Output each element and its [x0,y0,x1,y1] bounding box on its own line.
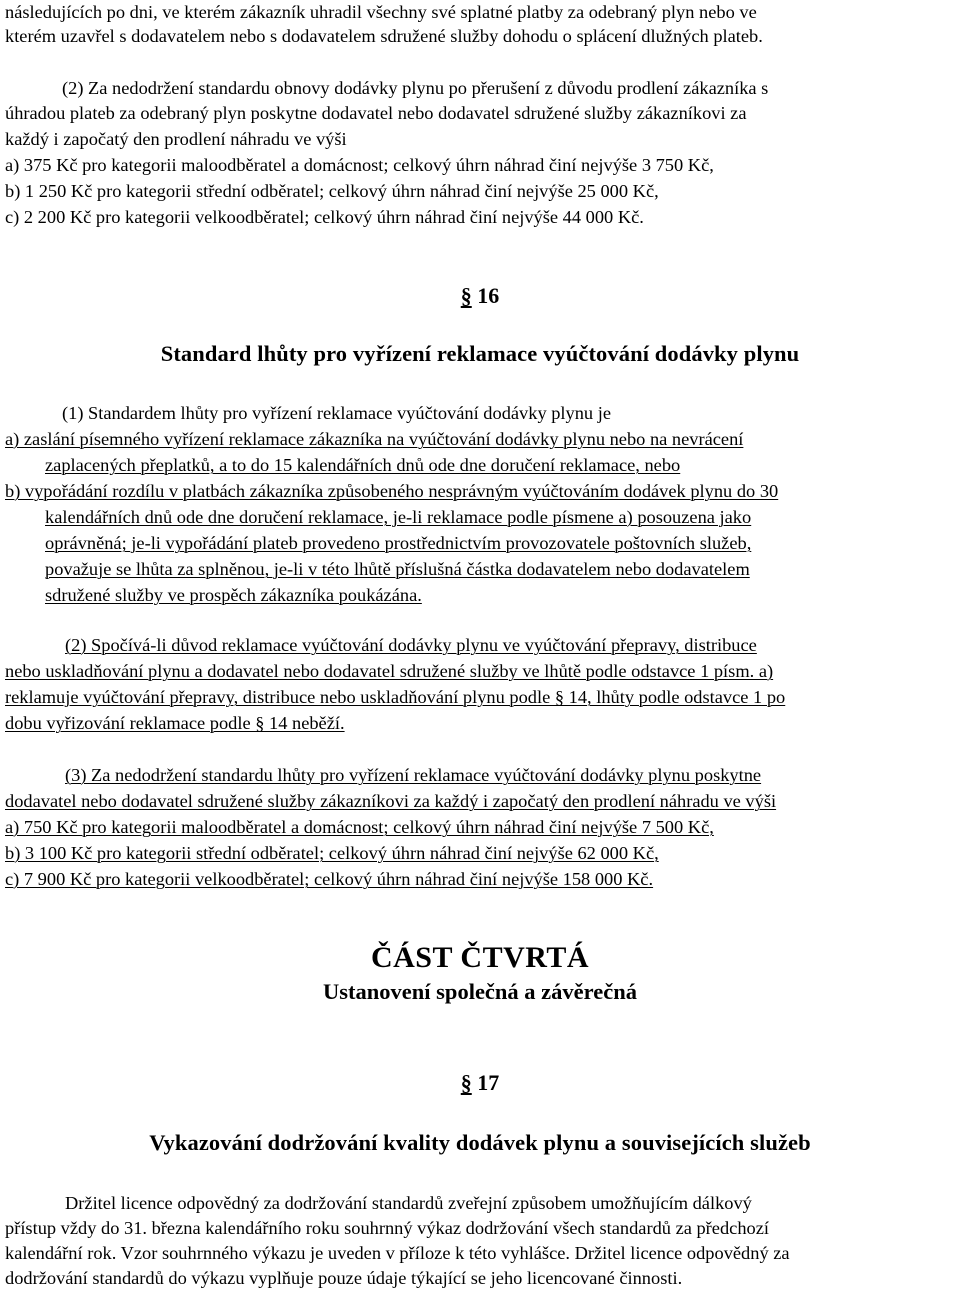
para2-line-3: každý i započatý den prodlení náhradu ve výši [5,129,347,149]
s17-body-line-1: Držitel licence odpovědný za dodržování standardů zveřejní způsobem umožňujícím dálkový [65,1193,752,1213]
s16-para3-item-c: c) 7 900 Kč pro kategorii velkoodběratel; celkový úhrn náhrad činí nejvýše 158 000 Kč. [5,869,654,889]
s16-para2-line-3: reklamuje vyúčtování přepravy, distribuce nebo uskladňování plynu podle § 14, lhůty podle odstavce 1 po [5,687,786,707]
section-17-heading [0,1071,960,1095]
s16-item-b-line-4: považuje se lhůta za splněnou, je-li v této lhůtě příslušná částka dodavatelem nebo dodavatelem [45,559,750,579]
s16-para2-line-4: dobu vyřizování reklamace podle § 14 neběží. [5,713,345,733]
s16-para3-item-a: a) 750 Kč pro kategorii maloodběratel a domácnost; celkový úhrn náhrad činí nejvýše 7 500 Kč, [5,817,714,837]
s16-item-b-line-1: b) vypořádání rozdílu v platbách zákazníka způsobeného nesprávným vyúčtováním dodávek plynu do 30 [5,481,779,501]
s16-item-b-line-2: kalendářních dnů ode dne doručení reklamace, je-li reklamace podle písmene a) posouzena jako [45,507,752,527]
para2-item-c: c) 2 200 Kč pro kategorii velkoodběratel; celkový úhrn náhrad činí nejvýše 44 000 Kč. [5,207,644,227]
s16-para1-intro: (1) Standardem lhůty pro vyřízení reklamace vyúčtování dodávky plynu je [62,403,611,423]
s16-item-a-line-1: a) zaslání písemného vyřízení reklamace zákazníka na vyúčtování dodávky plynu nebo na nevrácení [5,429,744,449]
s16-para3-item-b: b) 3 100 Kč pro kategorii střední odběratel; celkový úhrn náhrad činí nejvýše 62 000 Kč, [5,843,659,863]
section-symbol: § [460,283,472,308]
s16-item-b-line-5: sdružené služby ve prospěch zákazníka poukázána. [45,585,422,605]
s16-para3-line-2: dodavatel nebo dodavatel sdružené služby zákazníkovi za každý i započatý den prodlení náhradu ve výši [5,791,777,811]
para2-line-2: úhradou plateb za odebraný plyn poskytne dodavatel nebo dodavatel sdružené služby zákazníkovi za [5,103,747,123]
continuation-line-1: následujících po dni, ve kterém zákazník uhradil všechny své splatné platby za odebraný plyn nebo ve [5,2,757,22]
s16-para3-line-1: (3) Za nedodržení standardu lhůty pro vyřízení reklamace vyúčtování dodávky plynu poskytne [65,765,762,785]
s16-para2-line-1: (2) Spočívá-li důvod reklamace vyúčtování dodávky plynu ve vyúčtování přepravy, distribuce [65,635,757,655]
section-symbol: § [460,1070,472,1095]
section-16-title: Standard lhůty pro vyřízení reklamace vyúčtování dodávky plynu [160,341,800,366]
s17-body-line-4: dodržování standardů do výkazu vyplňuje pouze údaje týkající se jeho licencované činnosti. [5,1268,683,1288]
continuation-line-2: kterém uzavřel s dodavatelem nebo s dodavatelem sdružené služby dohodu o splácení dlužných plateb. [5,26,763,46]
section-17-title: Vykazování dodržování kvality dodávek plynu a souvisejících služeb [149,1130,811,1155]
section-number: 17 [477,1070,500,1095]
section-16-heading [0,284,960,308]
s16-item-b-line-3: oprávněná; je-li vypořádání plateb provedeno prostřednictvím provozovatele poštovních služeb, [45,533,752,553]
para2-item-a: a) 375 Kč pro kategorii maloodběratel a domácnost; celkový úhrn náhrad činí nejvýše 3 750 Kč, [5,155,714,175]
para2-line-1: (2) Za nedodržení standardu obnovy dodávky plynu po přerušení z důvodu prodlení zákazníka s [62,78,769,98]
s16-para2-line-2: nebo uskladňování plynu a dodavatel nebo dodavatel sdružené služby ve lhůtě podle odstavce 1 písm. a) [5,661,774,681]
part-subtitle: Ustanovení společná a závěrečná [323,979,637,1004]
s17-body-line-2: přístup vždy do 31. března kalendářního roku souhrnný výkaz dodržování všech standardů za předchozí [5,1218,769,1238]
s17-body-line-3: kalendářní rok. Vzor souhrnného výkazu je uveden v příloze k této vyhlášce. Držitel licence odpovědný za [5,1243,790,1263]
part-title: ČÁST ČTVRTÁ [370,941,590,974]
s16-item-a-line-2: zaplacených přeplatků, a to do 15 kalendářních dnů ode dne doručení reklamace, nebo [45,455,681,475]
para2-item-b: b) 1 250 Kč pro kategorii střední odběratel; celkový úhrn náhrad činí nejvýše 25 000 Kč, [5,181,659,201]
section-number: 16 [477,283,500,308]
